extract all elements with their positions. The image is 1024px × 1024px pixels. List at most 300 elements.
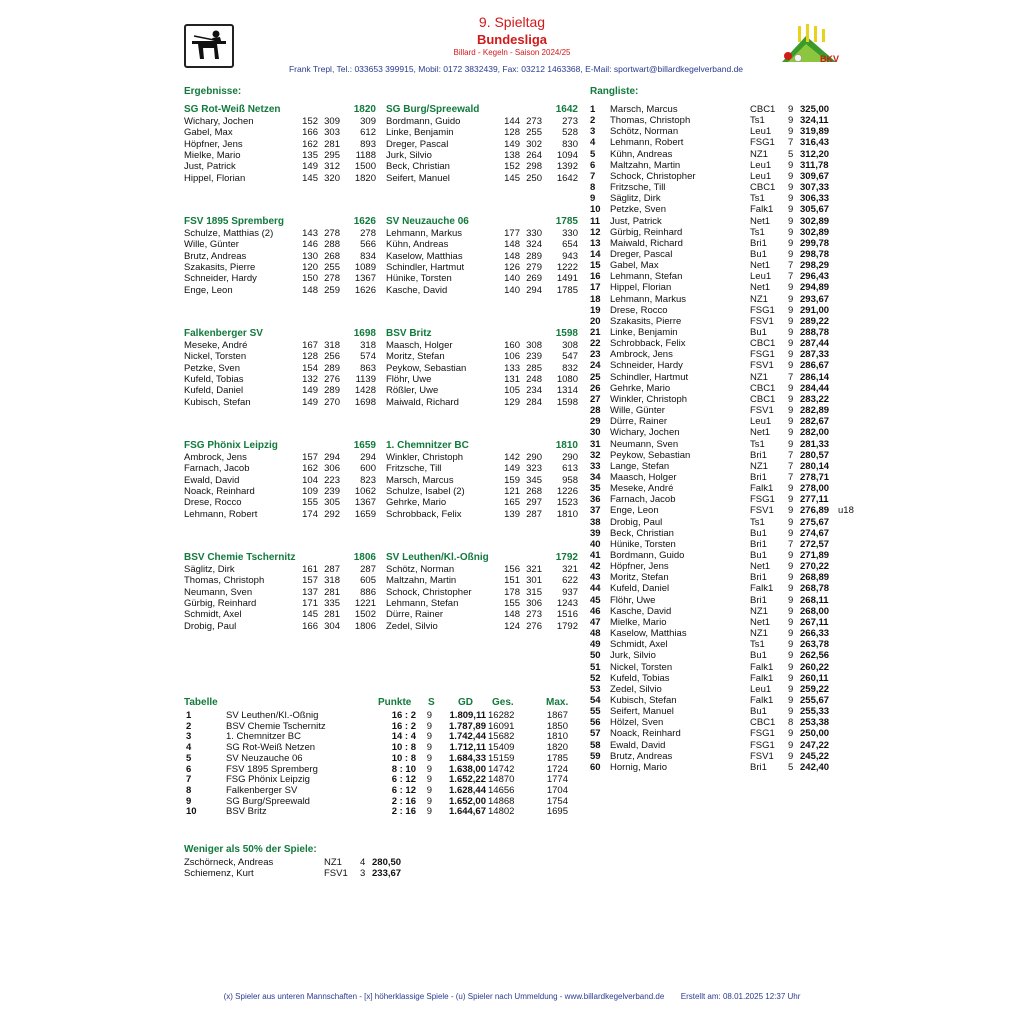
table-s: 9 [426,806,432,818]
rank-club: CBC1 [750,104,776,115]
rank-games: 9 [788,427,794,439]
player-score-1: 131 [504,373,520,385]
table-ges: 14870 [488,774,515,786]
rank-club: Net1 [750,282,771,294]
player-name: Fritzsche, Till [386,463,442,475]
rank-pos: 20 [590,315,601,327]
table-punkte: 6 : 12 [391,784,416,796]
ranking-row [590,550,860,561]
player-name: Lehmann, Stefan [386,597,459,609]
player-score-2: 279 [526,261,542,273]
rank-name: Schneider, Hardy [610,360,683,372]
rank-avg: 267,11 [800,616,829,628]
player-row [184,228,380,239]
player-name: Flöhr, Uwe [386,373,432,385]
rank-club: Net1 [750,260,771,272]
team-name: BSV Chemie Tschernitz [184,552,296,563]
player-score-1: 178 [504,586,520,598]
rank-pos: 42 [590,561,601,573]
player-name: Mielke, Mario [184,149,241,161]
player-row [386,374,582,385]
player-score-1: 129 [504,396,520,408]
rank-pos: 36 [590,494,601,506]
player-row [184,251,380,262]
spieltag-title: 9. Spieltag [478,14,546,30]
rank-avg: 250,00 [800,728,830,740]
player-score-2: 276 [324,373,340,385]
table-pos: 8 [186,784,192,796]
rank-club: Bri1 [750,471,767,483]
rank-pos: 9 [590,193,596,205]
rank-club: CBC1 [750,338,776,350]
ranking-row [590,762,860,773]
rank-name: Ambrock, Jens [610,349,673,361]
rank-name: Hornig, Mario [610,761,668,773]
rank-club: Bri1 [750,594,767,606]
table-team: SV Neuzauche 06 [226,752,303,764]
player-cumulative: 318 [360,340,376,351]
table-pos: 2 [186,720,192,732]
table-gd: 1.787,89 [449,720,486,732]
ranking-row [590,662,860,673]
rank-club: Falk1 [750,483,774,495]
player-score-1: 152 [302,116,318,127]
player-cumulative: 1221 [354,597,376,609]
team-block-home [184,104,380,194]
rank-name: Peykow, Sebastian [610,449,691,461]
rank-avg: 311,78 [800,159,829,171]
player-score-1: 121 [504,485,520,497]
rank-games: 9 [788,661,794,673]
table-s: 9 [426,795,432,807]
rank-avg: 289,22 [800,315,830,327]
rank-games: 9 [788,170,794,182]
rank-club: FSG1 [750,494,775,506]
rank-games: 9 [788,750,794,762]
player-score-2: 292 [324,508,340,520]
rank-games: 7 [788,260,794,272]
rank-games: 5 [788,148,794,160]
ranking-row [590,628,860,639]
player-score-1: 104 [302,474,318,486]
player-name: Ewald, David [184,474,240,486]
player-cumulative: 1502 [354,609,376,621]
table-punkte: 10 : 8 [391,742,416,754]
player-cumulative: 1698 [354,396,376,408]
rank-club: Ts1 [750,639,765,651]
rank-club: Bu1 [750,550,767,561]
table-row [184,806,584,817]
player-score-2: 315 [526,586,542,598]
player-cumulative: 1188 [355,149,376,161]
table-team: SG Rot-Weiß Netzen [226,742,316,754]
team-block-away [386,440,582,530]
rank-name: Lehmann, Stefan [610,271,683,283]
rank-games: 9 [788,516,794,528]
rank-club: Bu1 [750,650,767,662]
player-score-2: 318 [324,575,340,587]
rank-name: Petzke, Sven [610,204,666,216]
rank-avg: 312,20 [800,148,830,160]
rank-avg: 255,67 [800,694,830,706]
rank-name: Drese, Rocco [610,304,668,316]
rank-avg: 278,00 [800,483,830,495]
player-cumulative: 893 [360,138,376,150]
weniger-avg: 233,67 [372,868,402,879]
player-cumulative: 1139 [355,373,376,385]
rank-name: Szakasits, Pierre [610,315,682,327]
rank-pos: 52 [590,672,601,684]
player-row [386,587,582,598]
player-score-2: 223 [324,474,340,486]
player-score-2: 284 [526,396,542,408]
player-score-1: 150 [302,273,318,285]
player-cumulative: 600 [360,463,376,475]
rank-name: Schock, Christopher [610,170,696,182]
table-s: 9 [426,742,432,754]
rank-pos: 57 [590,728,601,740]
player-score-2: 290 [526,452,542,463]
weniger-row [184,857,444,868]
bkv-logo-text: BKV [820,54,840,64]
weniger-list [184,857,444,883]
player-score-2: 335 [324,597,340,609]
player-name: Farnach, Jacob [184,463,250,475]
player-row [184,285,380,296]
ranking-row [590,427,860,438]
table-punkte: 2 : 16 [391,795,416,807]
player-score-1: 126 [504,261,520,273]
table-gd: 1.652,22 [449,774,486,786]
rank-name: Thomas, Christoph [610,115,691,127]
player-cumulative: 613 [562,463,578,475]
player-row [386,239,582,250]
player-row [184,351,380,362]
rank-pos: 23 [590,349,601,361]
rank-club: CBC1 [750,382,776,394]
table-gd: 1.644,67 [449,806,486,818]
rank-club: Leu1 [750,683,772,695]
rank-pos: 59 [590,750,601,762]
team-name: SV Neuzauche 06 [386,216,469,227]
ranking-row [590,528,860,539]
rank-club: NZ1 [750,371,768,383]
player-cumulative: 330 [562,228,578,239]
player-name: Schock, Christopher [386,586,472,598]
player-row [386,509,582,520]
ranking-row [590,238,860,249]
player-score-2: 255 [324,261,340,273]
rank-games: 9 [788,293,794,305]
header-gd: GD [458,697,473,708]
table-title: Tabelle [184,697,218,708]
ranking-row [590,706,860,717]
rank-name: Neumann, Sven [610,438,679,450]
weniger-avg: 280,50 [372,857,402,868]
player-row [184,587,380,598]
player-name: Zedel, Silvio [386,620,438,632]
player-score-1: 174 [302,508,318,520]
table-max: 1785 [546,752,568,764]
player-score-1: 166 [302,127,318,139]
ranking-row [590,494,860,505]
player-score-2: 234 [526,385,542,397]
player-row [386,116,582,127]
player-score-1: 139 [504,508,520,520]
player-name: Kühn, Andreas [386,239,449,251]
player-name: Bordmann, Guido [386,116,461,127]
ranking-row [590,517,860,528]
ranking-row [590,372,860,383]
rank-name: Mielke, Mario [610,616,667,628]
player-name: Ambrock, Jens [184,452,247,463]
rank-avg: 283,22 [800,393,830,405]
rank-name: Fritzsche, Till [610,182,666,194]
rank-name: Linke, Benjamin [610,327,678,338]
rank-avg: 268,00 [800,605,830,617]
player-score-2: 295 [324,149,340,161]
table-punkte: 10 : 8 [391,752,416,764]
player-row [386,273,582,284]
rank-name: Meseke, André [610,483,674,495]
player-name: Maasch, Holger [386,340,453,351]
player-name: Nickel, Torsten [184,351,247,363]
player-row [386,161,582,172]
rank-club: Falk1 [750,672,774,684]
rank-pos: 4 [590,137,596,149]
player-cumulative: 863 [360,362,376,374]
player-score-2: 276 [526,620,542,632]
player-score-2: 324 [526,239,542,251]
rank-club: Bri1 [750,572,767,584]
ranking-row [590,695,860,706]
player-cumulative: 308 [562,340,578,351]
rank-club: Falk1 [750,661,774,673]
table-ges: 14656 [488,784,515,796]
rank-games: 9 [788,628,794,640]
table-pos: 7 [186,774,192,786]
player-cumulative: 1523 [556,497,578,509]
player-score-2: 320 [324,172,340,184]
player-name: Lehmann, Markus [386,228,463,239]
player-cumulative: 1516 [556,609,578,621]
rank-avg: 276,89 [800,505,830,517]
rank-avg: 242,40 [800,761,830,773]
rank-pos: 40 [590,538,601,550]
player-row [386,139,582,150]
rank-games: 9 [788,282,794,294]
player-score-1: 177 [504,228,520,239]
player-cumulative: 654 [562,239,578,251]
rangliste-title: Rangliste: [590,86,639,97]
table-team: 1. Chemnitzer BC [226,731,301,743]
rank-name: Farnach, Jacob [610,494,676,506]
player-name: Moritz, Stefan [386,351,445,363]
player-cumulative: 1785 [556,284,578,296]
rank-name: Seifert, Manuel [610,706,674,718]
table-pos: 5 [186,752,192,764]
rank-club: FSG1 [750,728,775,740]
rank-games: 9 [788,650,794,662]
player-score-2: 248 [526,373,542,385]
rank-avg: 287,44 [800,338,830,350]
rank-pos: 21 [590,327,601,338]
rank-club: Bri1 [750,237,767,249]
table-s: 9 [426,731,432,743]
table-gd: 1.712,11 [449,742,486,754]
player-score-2: 239 [324,485,340,497]
rank-club: FSG1 [750,349,775,361]
player-row [184,363,380,374]
player-score-1: 145 [504,172,520,184]
rank-club: FSV1 [750,405,774,417]
rank-pos: 16 [590,271,601,283]
ranking-row [590,394,860,405]
table-pos: 9 [186,795,192,807]
rank-games: 9 [788,204,794,216]
player-score-1: 120 [302,261,318,273]
rank-club: NZ1 [750,605,768,617]
player-cumulative: 566 [360,239,376,251]
table-pos: 4 [186,742,192,754]
weniger-club: NZ1 [324,857,342,868]
player-name: Noack, Reinhard [184,485,255,497]
rank-pos: 50 [590,650,601,662]
player-name: Höpfner, Jens [184,138,243,150]
ranking-row [590,360,860,371]
table-s: 9 [426,752,432,764]
rank-games: 9 [788,193,794,205]
liga-title: Bundesliga [476,32,548,47]
rank-avg: 270,22 [800,561,830,573]
rank-pos: 33 [590,460,601,472]
player-score-2: 308 [526,340,542,351]
player-score-2: 256 [324,351,340,363]
rank-name: Moritz, Stefan [610,572,669,584]
player-score-1: 171 [302,597,318,609]
ranking-row [590,104,860,115]
table-team: BSV Britz [226,806,267,818]
ranking-row [590,483,860,494]
table-row [184,796,584,807]
rank-games: 7 [788,460,794,472]
table-team: FSV 1895 Spremberg [226,763,318,775]
player-name: Schötz, Norman [386,564,455,575]
rank-club: Bri1 [750,538,767,550]
player-score-1: 148 [504,609,520,621]
rank-pos: 41 [590,550,601,561]
table-gd: 1.809,11 [449,710,486,721]
table-row [184,774,584,785]
player-score-2: 306 [324,463,340,475]
rank-avg: 263,78 [800,639,830,651]
rank-club: Bu1 [750,527,767,539]
player-name: Gürbig, Reinhard [184,597,257,609]
player-score-2: 269 [526,273,542,285]
rank-pos: 13 [590,237,601,249]
rank-pos: 58 [590,739,601,751]
player-score-2: 250 [526,172,542,184]
ranking-row [590,684,860,695]
rank-avg: 284,44 [800,382,830,394]
player-score-2: 323 [526,463,542,475]
rank-club: Leu1 [750,126,772,138]
ranking-row [590,717,860,728]
player-score-1: 149 [302,385,318,397]
rank-pos: 3 [590,126,596,138]
player-score-2: 305 [324,497,340,509]
rank-club: Ts1 [750,193,765,205]
player-cumulative: 886 [360,586,376,598]
rank-pos: 24 [590,360,601,372]
ranking-row [590,461,860,472]
rank-pos: 12 [590,226,601,238]
table-ges: 15409 [488,742,515,754]
player-row [386,127,582,138]
rank-name: Kaselow, Matthias [610,628,687,640]
rank-club: FSV1 [750,505,774,517]
player-score-2: 239 [526,351,542,363]
rank-name: Wille, Günter [610,405,665,417]
player-score-1: 128 [504,127,520,139]
rank-pos: 6 [590,159,596,171]
table-row [184,721,584,732]
player-name: Kubisch, Stefan [184,396,251,408]
player-cumulative: 1820 [354,172,376,184]
rank-club: Bri1 [750,449,767,461]
rank-name: Höpfner, Jens [610,561,669,573]
player-score-1: 149 [504,138,520,150]
table-s: 9 [426,774,432,786]
player-row [184,150,380,161]
table-max: 1810 [546,731,568,743]
weniger-row [184,868,444,879]
rank-games: 9 [788,159,794,171]
rank-games: 9 [788,572,794,584]
rank-avg: 275,67 [800,516,830,528]
rank-avg: 255,33 [800,706,830,718]
rank-club: Net1 [750,616,771,628]
table-s: 9 [426,720,432,732]
table-pos: 6 [186,763,192,775]
rank-name: Hölzel, Sven [610,717,664,729]
player-score-2: 302 [526,138,542,150]
saison-subtitle: Billard - Kegeln - Saison 2024/25 [453,48,571,57]
rank-club: CBC1 [750,717,776,729]
rank-pos: 17 [590,282,601,294]
rank-avg: 286,67 [800,360,830,372]
rank-avg: 282,67 [800,416,830,428]
player-score-2: 294 [324,452,340,463]
team-block-away [386,216,582,306]
rank-avg: 296,43 [800,271,830,283]
footer-note: (x) Spieler aus unteren Mannschaften - [x] höherklassige Spiele - (u) Spieler nach Ummeldung - www.billardkegelverband.de [223,992,665,1001]
player-score-1: 106 [504,351,520,363]
rank-avg: 268,11 [800,594,829,606]
player-cumulative: 574 [360,351,376,363]
player-score-1: 161 [302,564,318,575]
rank-games: 9 [788,594,794,606]
rank-name: Enge, Leon [610,505,659,517]
rank-pos: 1 [590,104,596,115]
player-row [386,285,582,296]
player-row [184,374,380,385]
team-total: 1698 [353,328,376,339]
weniger-games: 3 [360,868,366,879]
table-punkte: 16 : 2 [391,720,416,732]
rank-pos: 34 [590,471,601,483]
rank-games: 7 [788,137,794,149]
